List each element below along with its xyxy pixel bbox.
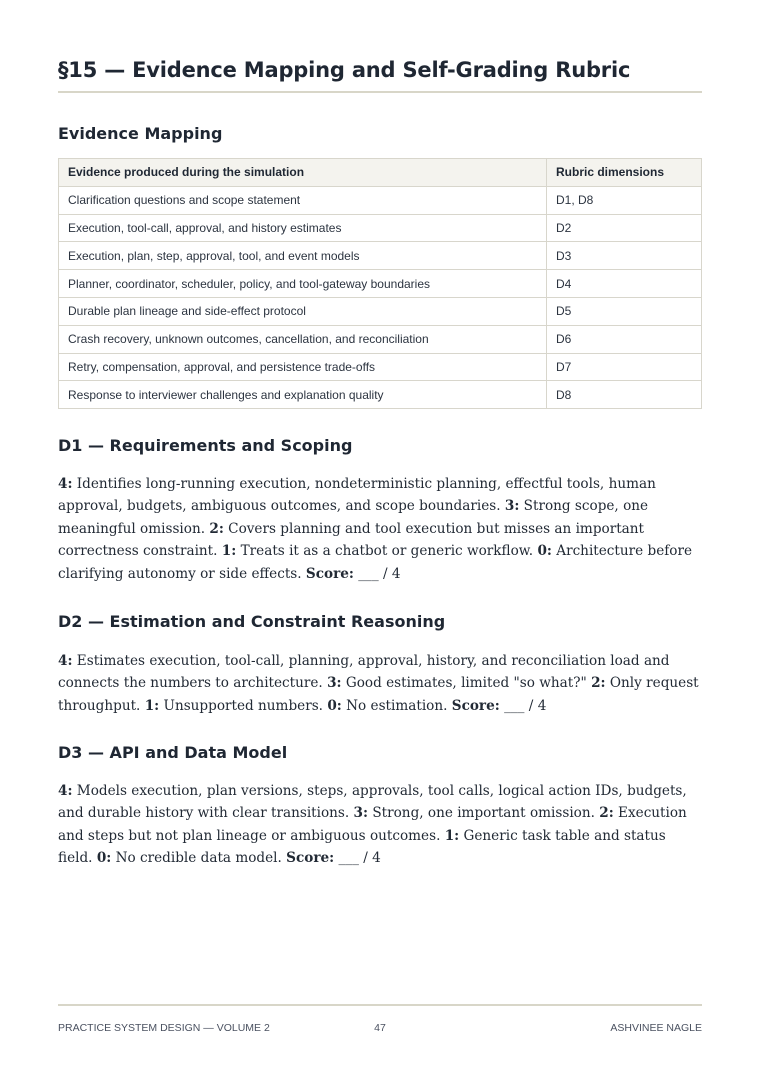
dimension-cell: D1, D8 <box>547 186 702 214</box>
evidence-cell: Response to interviewer challenges and explanation quality <box>59 381 547 409</box>
footer-author: ASHVINEE NAGLE <box>610 1022 702 1034</box>
evidence-mapping-heading: Evidence Mapping <box>58 124 223 143</box>
rubric-d3-paragraph <box>58 780 702 870</box>
page-footer <box>58 1004 702 1034</box>
score-level: 4: <box>58 783 73 799</box>
level-description: Treats it as a chatbot or generic workflow. <box>236 543 538 560</box>
dimension-cell: D4 <box>547 270 702 298</box>
score-level: 3: <box>327 675 342 692</box>
evidence-cell: Durable plan lineage and side-effect protocol <box>59 297 547 325</box>
footer-book-title: PRACTICE SYSTEM DESIGN — VOLUME 2 <box>58 1022 270 1034</box>
score-level: 4: <box>58 476 73 492</box>
evidence-cell: Execution, plan, step, approval, tool, and event models <box>59 242 547 270</box>
level-description: Generic task table and status field. <box>58 827 666 867</box>
rubric-d1-paragraph <box>58 473 702 585</box>
level-description: Unsupported numbers. <box>159 697 328 714</box>
score-blank: ___ / 4 <box>353 565 401 582</box>
level-description: Models execution, plan versions, steps, approvals, tool calls, logical action IDs, budgets, and durable history with clear transitions. <box>58 783 687 822</box>
score-level: 1: <box>144 697 160 714</box>
table-row <box>59 325 702 353</box>
table-row <box>59 186 702 214</box>
score-level: 2: <box>591 675 606 692</box>
evidence-cell: Planner, coordinator, scheduler, policy, and tool-gateway boundaries <box>59 270 547 298</box>
score-level: 3: <box>504 498 520 515</box>
score-level: 0: <box>327 697 342 714</box>
level-description: Estimates execution, tool-call, planning, approval, history, and reconciliation load and connects the numbers to architecture. <box>58 653 670 692</box>
level-description: Execution and steps but not plan lineage or ambiguous outcomes. <box>58 805 687 844</box>
section-heading-d1: D1 — Requirements and Scoping <box>58 436 353 455</box>
section-heading-d2: D2 — Estimation and Constraint Reasoning <box>58 612 446 631</box>
dimension-cell: D3 <box>547 242 702 270</box>
section-heading-d3: D3 — API and Data Model <box>58 743 288 762</box>
score-label: Score: <box>286 850 335 867</box>
table-row <box>59 242 702 270</box>
table-row <box>59 297 702 325</box>
dimension-cell: D7 <box>547 353 702 381</box>
score-label: Score: <box>451 697 500 714</box>
column-header-rubric: Rubric dimensions <box>547 159 702 187</box>
score-level: 4: <box>58 653 73 669</box>
dimension-cell: D2 <box>547 214 702 242</box>
level-description: Only request throughput. <box>58 675 699 714</box>
score-level: 1: <box>221 543 237 560</box>
score-level: 2: <box>209 520 224 537</box>
score-level: 2: <box>599 805 614 822</box>
score-label: Score: <box>305 565 354 582</box>
level-description: Strong, one important omission. <box>368 805 600 822</box>
level-description: Architecture before clarifying autonomy or side effects. <box>58 543 692 582</box>
page-title: §15 — Evidence Mapping and Self-Grading Rubric <box>58 58 702 93</box>
table-row <box>59 381 702 409</box>
evidence-cell: Crash recovery, unknown outcomes, cancellation, and reconciliation <box>59 325 547 353</box>
level-description: Good estimates, limited "so what?" <box>341 675 592 692</box>
table-row <box>59 214 702 242</box>
dimension-cell: D5 <box>547 297 702 325</box>
evidence-cell: Clarification questions and scope statement <box>59 186 547 214</box>
evidence-cell: Retry, compensation, approval, and persistence trade-offs <box>59 353 547 381</box>
evidence-cell: Execution, tool-call, approval, and history estimates <box>59 214 547 242</box>
level-description: No estimation. <box>341 697 452 714</box>
dimension-cell: D6 <box>547 325 702 353</box>
column-header-evidence: Evidence produced during the simulation <box>59 159 547 187</box>
rubric-d2-paragraph <box>58 650 702 717</box>
level-description: Covers planning and tool execution but misses an important correctness constraint. <box>58 520 644 560</box>
evidence-mapping-table <box>58 158 702 409</box>
score-level: 1: <box>444 827 460 844</box>
score-blank: ___ / 4 <box>499 697 547 714</box>
table-row <box>59 353 702 381</box>
level-description: No credible data model. <box>111 850 287 867</box>
level-description: Identifies long-running execution, nondeterministic planning, effectful tools, human approval, budgets, ambiguous outcomes, and scope boundaries. <box>58 476 656 515</box>
dimension-cell: D8 <box>547 381 702 409</box>
score-level: 0: <box>537 543 552 560</box>
level-description: Strong scope, one meaningful omission. <box>58 498 649 537</box>
table-row <box>59 270 702 298</box>
score-level: 3: <box>353 805 369 822</box>
table-header-row <box>59 159 702 187</box>
score-blank: ___ / 4 <box>334 850 381 867</box>
footer-page-number: 47 <box>374 1022 386 1034</box>
score-level: 0: <box>96 850 112 867</box>
